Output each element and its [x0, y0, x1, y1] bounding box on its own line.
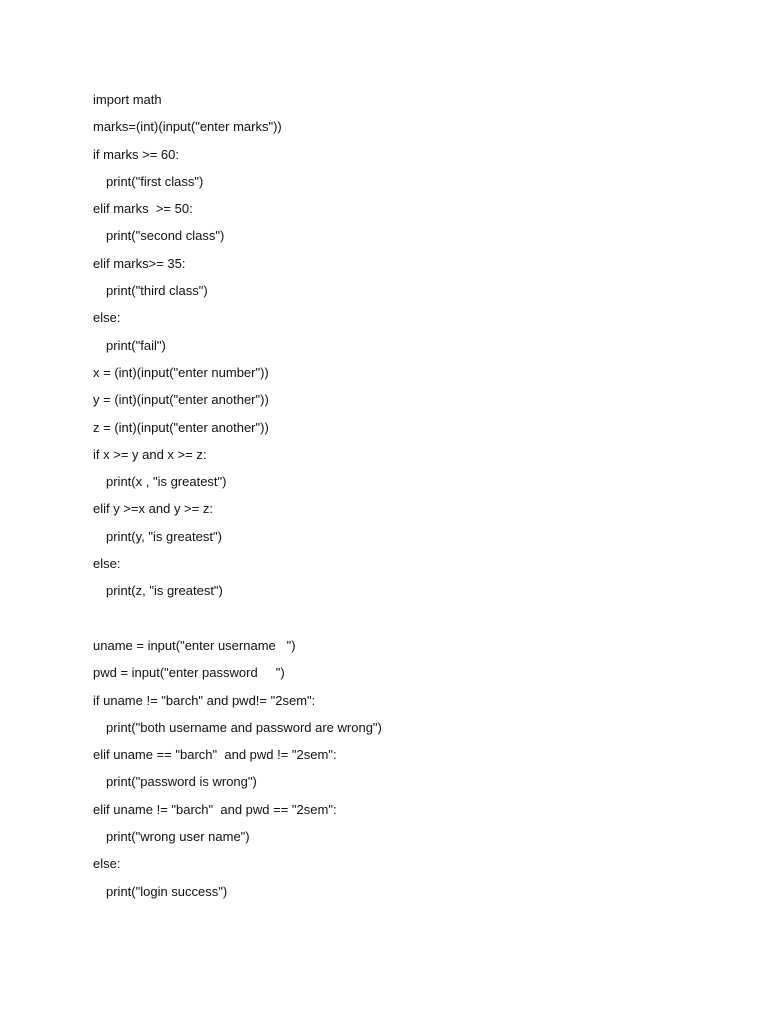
code-line: import math — [93, 92, 162, 107]
code-line: if marks >= 60: — [93, 146, 179, 162]
code-block — [93, 86, 733, 905]
code-line: z = (int)(input("enter another")) — [93, 419, 269, 435]
code-line: marks=(int)(input("enter marks")) — [93, 119, 282, 135]
code-line: elif marks>= 35: — [93, 255, 186, 271]
code-line: pwd = input("enter password ") — [93, 665, 285, 681]
code-line: uname = input("enter username ") — [93, 637, 296, 653]
code-line: print("password is wrong") — [106, 774, 257, 790]
code-line: if uname != "barch" and pwd!= "2sem": — [93, 692, 316, 708]
blank-line — [93, 605, 733, 632]
code-line: print(y, "is greatest") — [106, 528, 222, 544]
code-line: if x >= y and x >= z: — [93, 446, 207, 462]
code-line: y = (int)(input("enter another")) — [93, 392, 269, 408]
code-line: else: — [93, 556, 121, 572]
code-line: print("both username and password are wrong") — [106, 719, 382, 735]
code-line: elif marks >= 50: — [93, 201, 193, 217]
code-line: else: — [93, 310, 121, 326]
code-line: print("wrong user name") — [106, 829, 250, 845]
code-line: else: — [93, 856, 121, 872]
code-line: print("second class") — [106, 228, 225, 244]
code-line: print(x , "is greatest") — [106, 474, 227, 490]
code-line: elif y >=x and y >= z: — [93, 501, 213, 517]
code-line: print(z, "is greatest") — [106, 583, 223, 599]
code-line: print("first class") — [106, 173, 204, 189]
code-line: print("fail") — [106, 337, 166, 353]
code-line: elif uname == "barch" and pwd != "2sem": — [93, 747, 337, 763]
code-line: print("third class") — [106, 283, 208, 299]
code-line: print("login success") — [106, 883, 228, 899]
code-line: elif uname != "barch" and pwd == "2sem": — [93, 801, 337, 817]
code-line: x = (int)(input("enter number")) — [93, 364, 269, 380]
